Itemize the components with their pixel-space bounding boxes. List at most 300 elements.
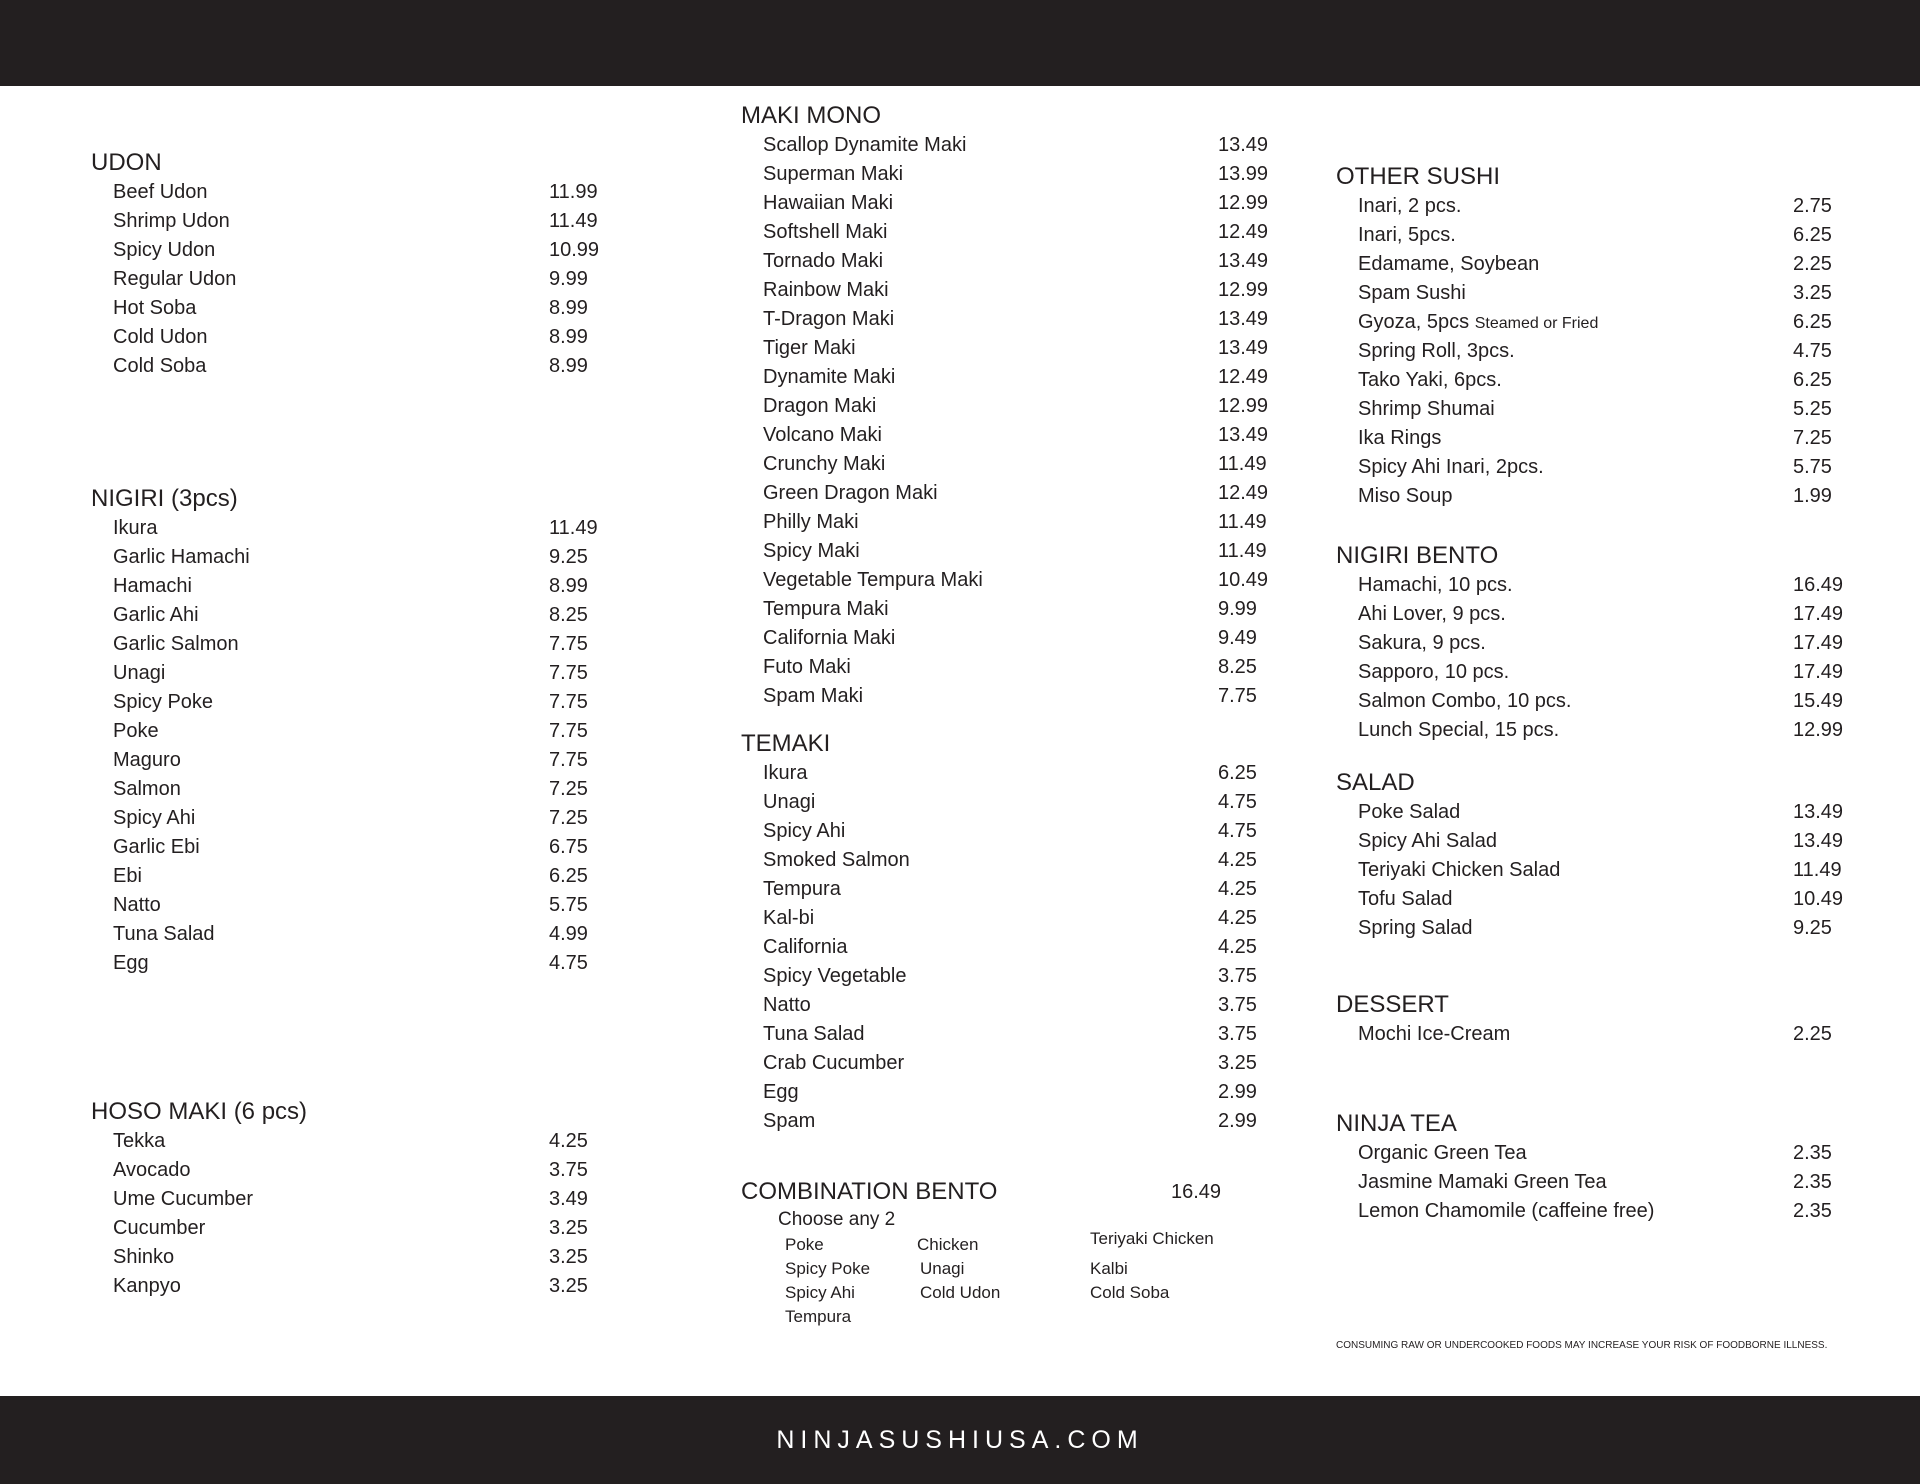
- item-price: 2.99: [1218, 1081, 1257, 1103]
- item-price: 2.35: [1793, 1200, 1832, 1222]
- item-price: 13.49: [1793, 801, 1844, 823]
- item-name: Spring Roll, 3pcs.: [1358, 340, 1515, 362]
- menu-item: [763, 218, 1301, 247]
- menu-item: [1358, 629, 1896, 658]
- item-name: Ebi: [113, 865, 142, 887]
- menu-item: [1358, 221, 1896, 250]
- menu-item: [1358, 424, 1896, 453]
- item-name: Spam Sushi: [1358, 282, 1466, 304]
- combo-option: Unagi: [920, 1259, 965, 1278]
- item-name: Shrimp Shumai: [1358, 398, 1495, 420]
- menu-item: [113, 949, 651, 978]
- menu-item: [1358, 687, 1896, 716]
- item-name: California: [763, 936, 848, 958]
- item-name: Ikura: [113, 517, 158, 539]
- item-name: Rainbow Maki: [763, 279, 889, 301]
- item-name: Tofu Salad: [1358, 888, 1453, 910]
- item-price: 12.99: [1218, 192, 1269, 214]
- item-name: Shrimp Udon: [113, 210, 230, 232]
- item-name: Organic Green Tea: [1358, 1142, 1527, 1164]
- item-price: 6.25: [1793, 224, 1832, 246]
- menu-item: [763, 759, 1301, 788]
- section-nigiri-bento: [1336, 541, 1896, 745]
- item-name: Avocado: [113, 1159, 191, 1181]
- item-name: Shinko: [113, 1246, 175, 1268]
- item-price: 13.49: [1218, 337, 1269, 359]
- item-name: California Maki: [763, 627, 896, 649]
- combo-option: Cold Udon: [920, 1283, 1001, 1302]
- item-price: 4.25: [1218, 878, 1257, 900]
- item-price: 7.75: [549, 662, 588, 684]
- menu-item: [1358, 914, 1896, 943]
- item-price: 4.25: [1218, 849, 1257, 871]
- item-price: 3.25: [1793, 282, 1832, 304]
- item-name: Lunch Special, 15 pcs.: [1358, 719, 1560, 741]
- combination-bento-price: 16.49: [1171, 1181, 1222, 1203]
- section-title: OTHER SUSHI: [1336, 163, 1501, 190]
- menu-item: [763, 160, 1301, 189]
- menu-item: [763, 566, 1301, 595]
- item-name: Dynamite Maki: [763, 366, 896, 388]
- menu-item: [763, 479, 1301, 508]
- item-name: Crab Cucumber: [763, 1052, 905, 1074]
- menu-item: [113, 659, 651, 688]
- item-list: [763, 131, 1301, 711]
- item-price: 12.49: [1218, 366, 1269, 388]
- menu-item: [763, 450, 1301, 479]
- item-name: Hot Soba: [113, 297, 197, 319]
- menu-item: [763, 1107, 1301, 1136]
- menu-item: [113, 920, 651, 949]
- item-price: 15.49: [1793, 690, 1844, 712]
- menu-item: [763, 904, 1301, 933]
- item-name: Lemon Chamomile (caffeine free): [1358, 1200, 1655, 1222]
- item-price: 6.75: [549, 836, 588, 858]
- section-title: HOSO MAKI (6 pcs): [91, 1098, 308, 1125]
- menu-item: [1358, 192, 1896, 221]
- menu-item: [763, 682, 1301, 711]
- item-name: Spicy Maki: [763, 540, 860, 562]
- menu-item: [763, 788, 1301, 817]
- section-other-sushi: [1336, 162, 1896, 511]
- menu-item: [1358, 600, 1896, 629]
- combination-bento-title: COMBINATION BENTO: [741, 1178, 998, 1205]
- item-name: Tiger Maki: [763, 337, 856, 359]
- item-price: 17.49: [1793, 661, 1844, 683]
- item-price: 17.49: [1793, 603, 1844, 625]
- menu-item: [763, 305, 1301, 334]
- menu-item: [763, 421, 1301, 450]
- item-name: Inari, 2 pcs.: [1358, 195, 1462, 217]
- item-price: 12.49: [1218, 482, 1269, 504]
- item-price: 4.75: [1218, 820, 1257, 842]
- menu-item: [113, 265, 651, 294]
- menu-item: [113, 717, 651, 746]
- item-name: Teriyaki Chicken Salad: [1358, 859, 1561, 881]
- item-name: Smoked Salmon: [763, 849, 910, 871]
- section-temaki: [741, 729, 1301, 1136]
- item-name: Philly Maki: [763, 511, 859, 533]
- item-price: 5.25: [1793, 398, 1832, 420]
- item-list: [1358, 571, 1896, 745]
- item-price: 8.25: [549, 604, 588, 626]
- menu-item: [763, 991, 1301, 1020]
- item-list: [1358, 798, 1896, 943]
- item-name: Spicy Poke: [113, 691, 214, 713]
- item-name: Crunchy Maki: [763, 453, 886, 475]
- item-price: 7.25: [549, 778, 588, 800]
- combo-option: Teriyaki Chicken: [1090, 1229, 1214, 1248]
- item-price: 7.75: [549, 691, 588, 713]
- menu-item: [763, 624, 1301, 653]
- item-name: Jasmine Mamaki Green Tea: [1358, 1171, 1607, 1193]
- item-name: Spicy Ahi Inari, 2pcs.: [1358, 456, 1544, 478]
- item-price: 11.49: [549, 210, 598, 232]
- item-name: Spicy Udon: [113, 239, 216, 261]
- item-name: Unagi: [113, 662, 166, 684]
- item-price: 11.49: [1793, 859, 1842, 881]
- item-price: 13.49: [1793, 830, 1844, 852]
- item-name: Tuna Salad: [763, 1023, 865, 1045]
- combination-bento-options: [785, 1229, 1285, 1333]
- item-name: Ahi Lover, 9 pcs.: [1358, 603, 1506, 625]
- item-name: Spring Salad: [1358, 917, 1473, 939]
- section-combination-bento: [741, 1177, 1301, 1333]
- item-price: 4.75: [1793, 340, 1832, 362]
- section-udon: [91, 148, 651, 381]
- menu-item: [763, 817, 1301, 846]
- menu-item: [1358, 482, 1896, 511]
- item-name: Superman Maki: [763, 163, 904, 185]
- menu-item: [1358, 571, 1896, 600]
- menu-item: [763, 1020, 1301, 1049]
- menu-item: [763, 189, 1301, 218]
- item-list: [113, 178, 651, 381]
- item-price: 10.99: [549, 239, 600, 261]
- menu-item: [113, 775, 651, 804]
- item-name: Natto: [763, 994, 811, 1016]
- combo-option: Kalbi: [1090, 1259, 1128, 1278]
- item-name: Kal-bi: [763, 907, 815, 929]
- item-name: Tempura: [763, 878, 841, 900]
- section-title: NIGIRI (3pcs): [91, 485, 238, 512]
- item-price: 2.35: [1793, 1142, 1832, 1164]
- item-price: 8.25: [1218, 656, 1257, 678]
- menu-item: [113, 746, 651, 775]
- item-price: 11.49: [1218, 453, 1267, 475]
- menu-item: [1358, 885, 1896, 914]
- item-price: 13.49: [1218, 424, 1269, 446]
- menu-item: [763, 933, 1301, 962]
- menu-item: [763, 962, 1301, 991]
- section-title: [741, 1177, 1301, 1207]
- section-title: MAKI MONO: [741, 102, 882, 129]
- item-price: 11.49: [1218, 511, 1267, 533]
- item-price: 10.49: [1218, 569, 1269, 591]
- item-name: Hamachi, 10 pcs.: [1358, 574, 1513, 596]
- combo-option: Spicy Poke: [785, 1259, 871, 1278]
- item-name: Tempura Maki: [763, 598, 889, 620]
- menu-item: [113, 572, 651, 601]
- item-name: Beef Udon: [113, 181, 208, 203]
- section-title: DESSERT: [1336, 991, 1449, 1018]
- section-title: NINJA TEA: [1336, 1110, 1457, 1137]
- item-price: 4.99: [549, 923, 588, 945]
- menu-item: [113, 833, 651, 862]
- item-name: Egg: [113, 952, 149, 974]
- combo-option: Tempura: [785, 1307, 852, 1326]
- menu-item: [1358, 1020, 1896, 1049]
- section-hoso-maki: [91, 1097, 651, 1301]
- menu-item: [1358, 856, 1896, 885]
- item-price: 11.49: [1218, 540, 1267, 562]
- menu-item: [113, 543, 651, 572]
- menu-item: [763, 247, 1301, 276]
- menu-item: [763, 846, 1301, 875]
- menu-item: [763, 334, 1301, 363]
- combo-option: Poke: [785, 1235, 824, 1254]
- item-name: Hamachi: [113, 575, 192, 597]
- item-price: 8.99: [549, 326, 588, 348]
- item-price: 3.75: [1218, 965, 1257, 987]
- menu-item: [113, 1156, 651, 1185]
- item-name: Hawaiian Maki: [763, 192, 894, 214]
- menu-item: [113, 178, 651, 207]
- menu-item: [763, 537, 1301, 566]
- item-name: Inari, 5pcs.: [1358, 224, 1456, 246]
- item-price: 3.49: [549, 1188, 588, 1210]
- item-name: Ikura: [763, 762, 808, 784]
- item-name: Edamame, Soybean: [1358, 253, 1540, 275]
- section-title: UDON: [91, 149, 162, 176]
- item-name: Sapporo, 10 pcs.: [1358, 661, 1510, 683]
- item-price: 8.99: [549, 575, 588, 597]
- item-name: Green Dragon Maki: [763, 482, 938, 504]
- item-name: Poke: [113, 720, 159, 742]
- item-price: 3.25: [549, 1217, 588, 1239]
- item-list: [113, 1127, 651, 1301]
- item-name: Salmon Combo, 10 pcs.: [1358, 690, 1572, 712]
- section-title: NIGIRI BENTO: [1336, 542, 1499, 569]
- item-price: 12.49: [1218, 221, 1269, 243]
- item-price: 9.49: [1218, 627, 1257, 649]
- item-price: 4.25: [1218, 936, 1257, 958]
- menu-item: [1358, 366, 1896, 395]
- menu-item: [763, 392, 1301, 421]
- item-name: Natto: [113, 894, 161, 916]
- item-name: Tornado Maki: [763, 250, 884, 272]
- item-price: 3.75: [1218, 994, 1257, 1016]
- menu-item: [113, 207, 651, 236]
- item-name: Futo Maki: [763, 656, 851, 678]
- website-link[interactable]: NINJASUSHIUSA.COM: [776, 1425, 1144, 1454]
- item-name: Tekka: [113, 1130, 166, 1152]
- section-nigiri: [91, 484, 651, 978]
- item-name: Spicy Vegetable: [763, 965, 907, 987]
- menu-item: [1358, 308, 1896, 337]
- header-bar: [0, 0, 1920, 86]
- menu-item: [1358, 827, 1896, 856]
- item-price: 12.99: [1793, 719, 1844, 741]
- menu-item: [1358, 1197, 1896, 1226]
- item-price: 8.99: [549, 355, 588, 377]
- combo-option: Spicy Ahi: [785, 1283, 855, 1302]
- item-price: 12.99: [1218, 395, 1269, 417]
- section-ninja-tea: [1336, 1109, 1896, 1226]
- footer-bar: [0, 1396, 1920, 1484]
- combo-option: Cold Soba: [1090, 1283, 1170, 1302]
- menu-item: [1358, 337, 1896, 366]
- item-name: Garlic Ebi: [113, 836, 200, 858]
- item-price: 2.35: [1793, 1171, 1832, 1193]
- menu-item: [113, 1185, 651, 1214]
- item-price: 13.49: [1218, 250, 1269, 272]
- item-price: 5.75: [549, 894, 588, 916]
- item-name: Miso Soup: [1358, 485, 1453, 507]
- item-price: 1.99: [1793, 485, 1832, 507]
- item-price: 8.99: [549, 297, 588, 319]
- item-price: 3.75: [1218, 1023, 1257, 1045]
- item-price: 9.99: [549, 268, 588, 290]
- menu-item: [113, 891, 651, 920]
- item-name: Garlic Hamachi: [113, 546, 250, 568]
- menu-item: [113, 323, 651, 352]
- item-price: 9.25: [1793, 917, 1832, 939]
- menu-item: [763, 653, 1301, 682]
- item-name: Egg: [763, 1081, 799, 1103]
- menu-item: [763, 1078, 1301, 1107]
- item-name: Garlic Ahi: [113, 604, 199, 626]
- item-name: Spicy Ahi: [763, 820, 846, 842]
- menu-item: [763, 276, 1301, 305]
- item-price: 2.99: [1218, 1110, 1257, 1132]
- item-name: Unagi: [763, 791, 816, 813]
- menu-item: [113, 514, 651, 543]
- item-name: Scallop Dynamite Maki: [763, 134, 967, 156]
- menu-item: [113, 688, 651, 717]
- item-price: 2.25: [1793, 253, 1832, 275]
- item-name: Spicy Ahi: [113, 807, 196, 829]
- item-name: Mochi Ice-Cream: [1358, 1023, 1511, 1045]
- combination-bento-subtitle: Choose any 2: [778, 1209, 896, 1230]
- menu-item: [763, 595, 1301, 624]
- menu-item: [113, 1214, 651, 1243]
- section-dessert: [1336, 990, 1896, 1049]
- menu-item: [763, 131, 1301, 160]
- menu-item: [113, 804, 651, 833]
- item-price: 11.99: [549, 181, 598, 203]
- menu-item: [1358, 658, 1896, 687]
- item-name: Tako Yaki, 6pcs.: [1358, 369, 1502, 391]
- menu-item: [1358, 279, 1896, 308]
- menu-item: [1358, 716, 1896, 745]
- menu-item: [113, 352, 651, 381]
- foodborne-warning: CONSUMING RAW OR UNDERCOOKED FOODS MAY INCREASE YOUR RISK OF FOODBORNE ILLNESS.: [1336, 1340, 1828, 1351]
- item-price: 2.75: [1793, 195, 1832, 217]
- item-name: Salmon: [113, 778, 181, 800]
- item-price: 7.75: [549, 633, 588, 655]
- menu-item: [763, 1049, 1301, 1078]
- item-name: T-Dragon Maki: [763, 308, 895, 330]
- item-note: Steamed or Fried: [1474, 315, 1599, 332]
- item-name: Poke Salad: [1358, 801, 1461, 823]
- item-price: 6.25: [549, 865, 588, 887]
- item-price: 6.25: [1218, 762, 1257, 784]
- item-price: 3.25: [549, 1275, 588, 1297]
- item-price: 4.75: [1218, 791, 1257, 813]
- item-price: 7.75: [1218, 685, 1257, 707]
- menu-item: [1358, 798, 1896, 827]
- item-name: Cucumber: [113, 1217, 206, 1239]
- menu-item: [113, 862, 651, 891]
- item-price: 9.25: [549, 546, 588, 568]
- menu-item: [113, 1127, 651, 1156]
- item-name: Tuna Salad: [113, 923, 215, 945]
- item-price: 13.49: [1218, 308, 1269, 330]
- item-name: Dragon Maki: [763, 395, 877, 417]
- item-name: Gyoza, 5pcs: [1358, 311, 1470, 333]
- item-price: 7.75: [549, 720, 588, 742]
- item-name: Cold Soba: [113, 355, 207, 377]
- item-price: 9.99: [1218, 598, 1257, 620]
- menu-item: [113, 601, 651, 630]
- item-name: Kanpyo: [113, 1275, 181, 1297]
- menu-item: [113, 1272, 651, 1301]
- item-name: Ume Cucumber: [113, 1188, 254, 1210]
- section-title: SALAD: [1336, 769, 1415, 796]
- menu-item: [1358, 250, 1896, 279]
- item-name: Sakura, 9 pcs.: [1358, 632, 1486, 654]
- item-name: Spam Maki: [763, 685, 864, 707]
- item-name: Garlic Salmon: [113, 633, 239, 655]
- item-name: Volcano Maki: [763, 424, 882, 446]
- item-price: 3.25: [549, 1246, 588, 1268]
- item-price: 3.25: [1218, 1052, 1257, 1074]
- combo-option: Chicken: [917, 1235, 979, 1254]
- item-price: 3.75: [549, 1159, 588, 1181]
- item-name: Maguro: [113, 749, 181, 771]
- item-price: 4.25: [549, 1130, 588, 1152]
- item-price: 10.49: [1793, 888, 1844, 910]
- item-name: Ika Rings: [1358, 427, 1442, 449]
- section-salad: [1336, 768, 1896, 943]
- item-price: 5.75: [1793, 456, 1832, 478]
- item-price: 13.49: [1218, 134, 1269, 156]
- item-price: 7.25: [1793, 427, 1832, 449]
- item-price: 7.75: [549, 749, 588, 771]
- item-name: Regular Udon: [113, 268, 237, 290]
- item-price: 17.49: [1793, 632, 1844, 654]
- item-list: [113, 514, 651, 978]
- item-price: 13.99: [1218, 163, 1269, 185]
- item-price: 6.25: [1793, 369, 1832, 391]
- menu-item: [113, 630, 651, 659]
- item-price: 2.25: [1793, 1023, 1832, 1045]
- menu-item: [113, 294, 651, 323]
- section-title: TEMAKI: [741, 730, 831, 757]
- item-list: [763, 759, 1301, 1136]
- item-name: Spicy Ahi Salad: [1358, 830, 1497, 852]
- item-price: 4.25: [1218, 907, 1257, 929]
- menu-item: [113, 236, 651, 265]
- section-maki-mono: [741, 101, 1301, 711]
- item-name: Vegetable Tempura Maki: [763, 569, 983, 591]
- item-list: [1358, 1139, 1896, 1226]
- menu-item: [763, 875, 1301, 904]
- item-price: 11.49: [549, 517, 598, 539]
- item-price: 16.49: [1793, 574, 1844, 596]
- item-list: [1358, 192, 1896, 511]
